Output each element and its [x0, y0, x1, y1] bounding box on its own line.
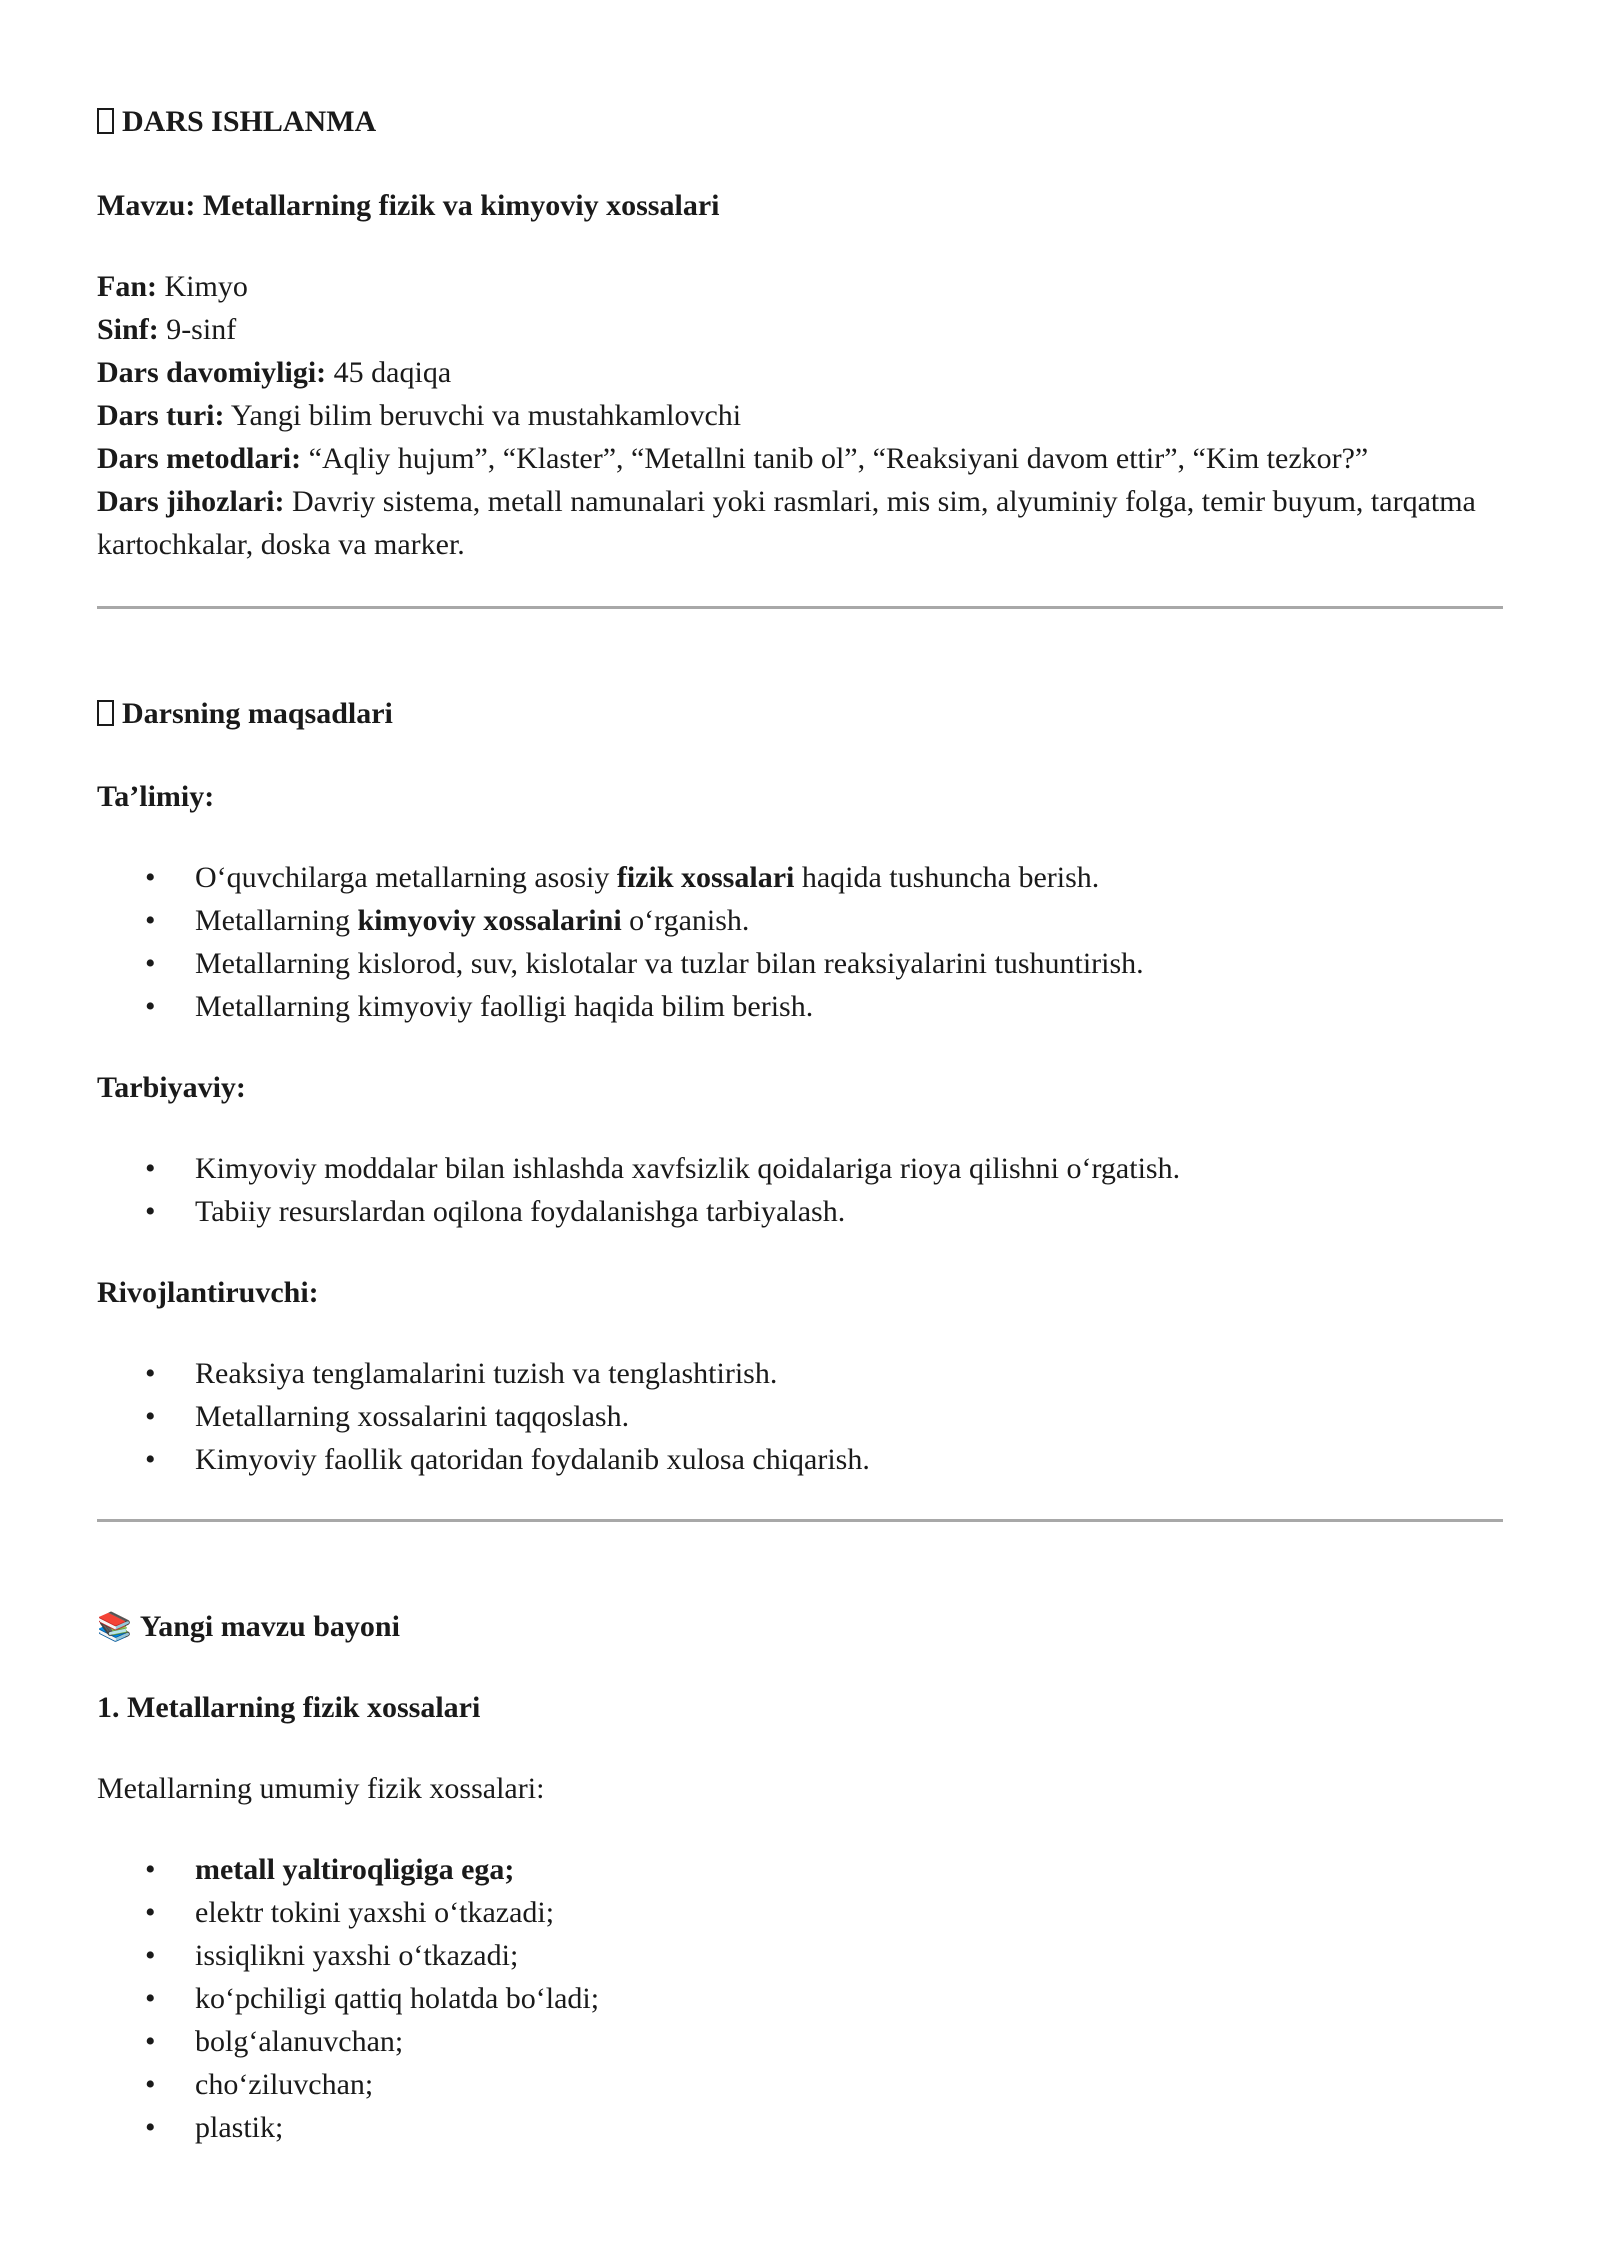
meta-label: Fan:: [97, 270, 157, 303]
meta-label: Sinf:: [97, 313, 159, 346]
list-item: [97, 2063, 1503, 2106]
document-title: [97, 100, 1503, 143]
meta-label: Dars metodlari:: [97, 442, 302, 475]
list-item: [97, 1438, 1503, 1481]
meta-value: Kimyo: [164, 270, 248, 303]
list-item-text: ko‘pchiligi qattiq holatda bo‘ladi;: [195, 1982, 600, 2015]
meta-value: Yangi bilim beruvchi va mustahkamlovchi: [230, 399, 742, 432]
bullet: •: [145, 947, 156, 980]
meta-row-grade: [97, 308, 1503, 351]
meta-row-methods: [97, 437, 1503, 480]
list-item-text: o‘rganish.: [621, 904, 750, 937]
bullet: •: [145, 2068, 156, 2101]
new-topic-title-text: Yangi mavzu bayoni: [139, 1610, 400, 1643]
list-item-text: elektr tokini yaxshi o‘tkazadi;: [195, 1896, 555, 1929]
list-item: [97, 2020, 1503, 2063]
list-item: [97, 2106, 1503, 2149]
talimiy-list: [97, 856, 1503, 1028]
list-item-text: issiqlikni yaxshi o‘tkazadi;: [195, 1939, 519, 1972]
list-item-text: cho‘ziluvchan;: [195, 2068, 374, 2101]
meta-value: “Aqliy hujum”, “Klaster”, “Metallni tanib ol”, “Reaksiyani davom ettir”, “Kim tezkor?”: [308, 442, 1369, 475]
missing-glyph-icon: [97, 108, 114, 134]
bullet: •: [145, 2025, 156, 2058]
lesson-meta: [97, 265, 1503, 566]
list-item: [97, 1977, 1503, 2020]
list-item: [97, 1848, 1503, 1891]
bullet: •: [145, 1896, 156, 1929]
list-item-text: haqida tushuncha berish.: [794, 861, 1100, 894]
missing-glyph-icon: [97, 700, 114, 726]
bullet: •: [145, 1982, 156, 2015]
list-item-text: bolg‘alanuvchan;: [195, 2025, 404, 2058]
section-1-title: 1. Metallarning fizik xossalari: [97, 1691, 481, 1724]
bullet: •: [145, 990, 156, 1023]
meta-row-equipment: [97, 480, 1503, 566]
list-item-bold: fizik xossalari: [616, 861, 795, 894]
bullet: •: [145, 1939, 156, 1972]
list-item: [97, 1934, 1503, 1977]
topic-value: Metallarning fizik va kimyoviy xossalari: [202, 189, 720, 222]
list-item-bold: kimyoviy xossalarini: [357, 904, 622, 937]
list-item-text: Kimyoviy moddalar bilan ishlashda xavfsizlik qoidalariga rioya qilishni o‘rgatish.: [195, 1152, 1181, 1185]
meta-row-type: [97, 394, 1503, 437]
list-item-text: Reaksiya tenglamalarini tuzish va tenglashtirish.: [195, 1357, 778, 1390]
new-topic-section-title: [97, 1605, 1503, 1648]
talimiy-label: Ta’limiy:: [97, 780, 215, 813]
divider: [97, 606, 1503, 609]
list-item: [97, 899, 1503, 942]
meta-row-duration: [97, 351, 1503, 394]
section-1-intro: Metallarning umumiy fizik xossalari:: [97, 1772, 545, 1805]
list-item: [97, 1395, 1503, 1438]
bullet: •: [145, 2111, 156, 2144]
bullet: •: [145, 1853, 156, 1886]
lesson-topic: [97, 184, 1503, 227]
list-item-bold: metall yaltiroqligiga ega;: [195, 1853, 515, 1886]
list-item: [97, 1147, 1503, 1190]
meta-value: 9-sinf: [166, 313, 237, 346]
bullet: •: [145, 1400, 156, 1433]
goals-section-title: [97, 692, 1503, 735]
goals-title-text: Darsning maqsadlari: [122, 697, 393, 730]
bullet: •: [145, 1357, 156, 1390]
meta-label: Dars turi:: [97, 399, 225, 432]
meta-label: Dars jihozlari:: [97, 485, 285, 518]
list-item-text: plastik;: [195, 2111, 284, 2144]
list-item-text: Metallarning kimyoviy faolligi haqida bilim berish.: [195, 990, 814, 1023]
list-item-text: Tabiiy resurslardan oqilona foydalanishga tarbiyalash.: [195, 1195, 846, 1228]
list-item-text: Metallarning xossalarini taqqoslash.: [195, 1400, 630, 1433]
list-item-text: Kimyoviy faollik qatoridan foydalanib xulosa chiqarish.: [195, 1443, 870, 1476]
list-item: [97, 985, 1503, 1028]
rivojlantiruvchi-list: [97, 1352, 1503, 1481]
list-item-text: Metallarning kislorod, suv, kislotalar va tuzlar bilan reaksiyalarini tushuntirish.: [195, 947, 1144, 980]
bullet: •: [145, 1195, 156, 1228]
document-title-text: DARS ISHLANMA: [122, 105, 377, 138]
meta-value: Davriy sistema, metall namunalari yoki rasmlari, mis sim, alyuminiy folga, temir buyum, tarqatma kartochkalar, doska va marker.: [97, 485, 1476, 561]
divider: [97, 1519, 1503, 1522]
meta-label: Dars davomiyligi:: [97, 356, 327, 389]
topic-label: Mavzu:: [97, 189, 196, 222]
list-item: [97, 1891, 1503, 1934]
books-icon: 📚: [97, 1610, 132, 1643]
list-item: [97, 856, 1503, 899]
list-item: [97, 942, 1503, 985]
tarbiyaviy-list: [97, 1147, 1503, 1233]
tarbiyaviy-label: Tarbiyaviy:: [97, 1071, 246, 1104]
list-item-text: O‘quvchilarga metallarning asosiy: [195, 861, 617, 894]
physical-properties-list: [97, 1848, 1503, 2149]
bullet: •: [145, 861, 156, 894]
meta-row-subject: [97, 265, 1503, 308]
list-item-text: Metallarning: [195, 904, 358, 937]
bullet: •: [145, 1152, 156, 1185]
rivojlantiruvchi-label: Rivojlantiruvchi:: [97, 1276, 319, 1309]
meta-value: 45 daqiqa: [333, 356, 452, 389]
bullet: •: [145, 1443, 156, 1476]
list-item: [97, 1352, 1503, 1395]
bullet: •: [145, 904, 156, 937]
list-item: [97, 1190, 1503, 1233]
